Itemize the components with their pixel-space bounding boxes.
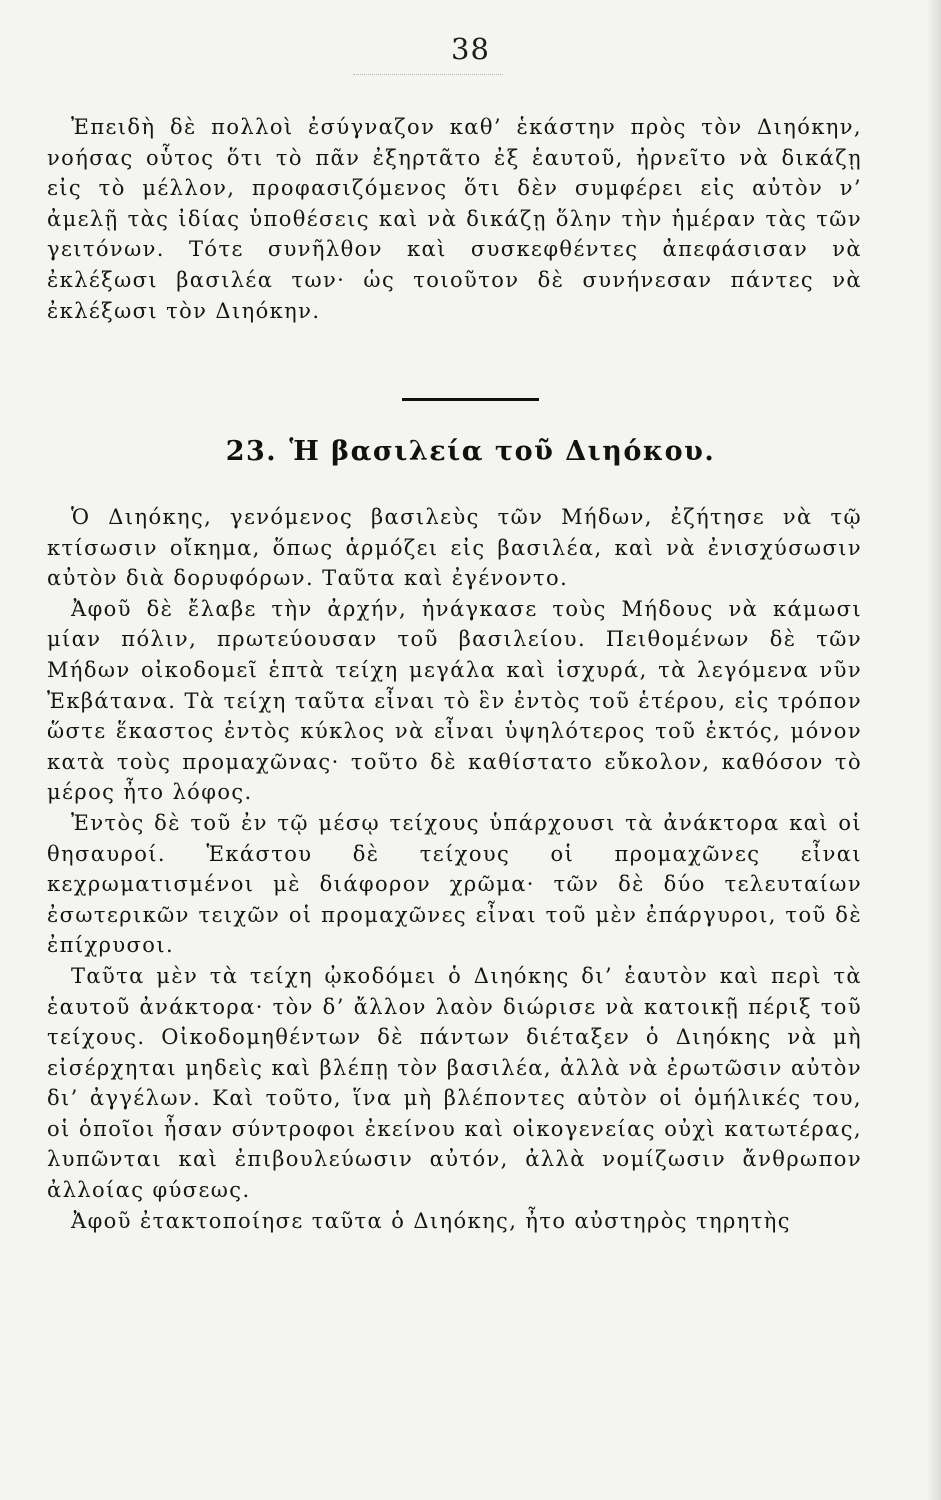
section-title: Ἡ βασιλεία τοῦ Διηόκου.: [289, 436, 716, 467]
header-ornament: [353, 74, 503, 83]
page-number: 38: [451, 32, 490, 66]
page-edge-shadow: [927, 0, 941, 1500]
intro-text-block: [47, 112, 862, 326]
section-text-block: [47, 502, 862, 1236]
paragraph: Ἀφοῦ ἐτακτοποίησε ταῦτα ὁ Διηόκης, ἦτο αὐστηρὸς τηρητὴς: [71, 1208, 791, 1233]
section-number: 23.: [225, 436, 278, 467]
section-heading: [0, 436, 941, 467]
paragraph: Ἐντὸς δὲ τοῦ ἐν τῷ μέσῳ τείχους ὑπάρχουσι τὰ ἀνάκτορα καὶ οἱ θησαυροί. Ἑκάστου δὲ τείχους οἱ προμαχῶνες εἶναι κεχρωματισμένοι μὲ διάφορον χρῶμα· τῶν δὲ δύο τελευταίων ἐσωτερικῶν τειχῶν οἱ προμαχῶνες εἶναι τοῦ μὲν ἐπάργυροι, τοῦ δὲ ἐπίχρυσοι.: [47, 810, 862, 958]
paragraph: Ἐπειδὴ δὲ πολλοὶ ἐσύγναζον καθ’ ἑκάστην πρὸς τὸν Διηόκην, νοήσας οὗτος ὅτι τὸ πᾶν ἐξηρτᾶτο ἐξ ἑαυτοῦ, ἠρνεῖτο νὰ δικάζῃ εἰς τὸ μέλλον, προφασιζόμενος ὅτι δὲν συμφέρει εἰς αὐτὸν ν’ ἀμελῇ τὰς ἰδίας ὑποθέσεις καὶ νὰ δικάζῃ ὅλην τὴν ἡμέραν τὰς τῶν γειτόνων. Τότε συνῆλθον καὶ συσκεφθέντες ἀπεφάσισαν νὰ ἐκλέξωσι βασιλέα των· ὡς τοιοῦτον δὲ συνήνεσαν πάντες νὰ ἐκλέξωσι τὸν Διηόκην.: [47, 115, 862, 323]
paragraph: Ὁ Διηόκης, γενόμενος βασιλεὺς τῶν Μήδων, ἐζήτησε νὰ τῷ κτίσωσιν οἴκημα, ὅπως ἁρμόζει εἰς βασιλέα, καὶ νὰ ἐνισχύσωσιν αὐτὸν διὰ δορυφόρων. Ταῦτα καὶ ἐγένοντο.: [47, 505, 862, 591]
paragraph: Ἀφοῦ δὲ ἔλαβε τὴν ἀρχήν, ἠνάγκασε τοὺς Μήδους νὰ κάμωσι μίαν πόλιν, πρωτεύουσαν τοῦ βασιλείου. Πειθομένων δὲ τῶν Μήδων οἰκοδομεῖ ἑπτὰ τείχη μεγάλα καὶ ἰσχυρά, τὰ λεγόμενα νῦν Ἐκβάτανα. Τὰ τείχη ταῦτα εἶναι τὸ ἓν ἐντὸς τοῦ ἑτέρου, εἰς τρόπον ὥστε ἕκαστος ἐντὸς κύκλος νὰ εἶναι ὑψηλότερος τοῦ ἐκτός, μόνον κατὰ τοὺς προμαχῶνας· τοῦτο δὲ καθίστατο εὔκολον, καθόσον τὸ μέρος ἦτο λόφος.: [47, 596, 862, 805]
section-divider-rule: [402, 398, 539, 401]
paragraph: Ταῦτα μὲν τὰ τείχη ᾠκοδόμει ὁ Διηόκης δι’ ἑαυτὸν καὶ περὶ τὰ ἑαυτοῦ ἀνάκτορα· τὸν δ’ ἄλλον λαὸν διώρισε νὰ κατοικῇ πέριξ τοῦ τείχους. Οἰκοδομηθέντων δὲ πάντων διέταξεν ὁ Διηόκης νὰ μὴ εἰσέρχηται μηδεὶς καὶ βλέπῃ τὸν βασιλέα, ἀλλὰ νὰ ἐρωτῶσιν αὐτὸν δι’ ἀγγέλων. Καὶ τοῦτο, ἵνα μὴ βλέποντες αὐτὸν οἱ ὁμήλικές του, οἱ ὁποῖοι ἦσαν σύντροφοι ἐκείνου καὶ οἰκογενείας οὐχὶ κατωτέρας, λυπῶνται καὶ ἐπιβουλεύωσιν αὐτόν, ἀλλὰ νομίζωσιν ἄνθρωπον ἀλλοίας φύσεως.: [47, 963, 862, 1203]
